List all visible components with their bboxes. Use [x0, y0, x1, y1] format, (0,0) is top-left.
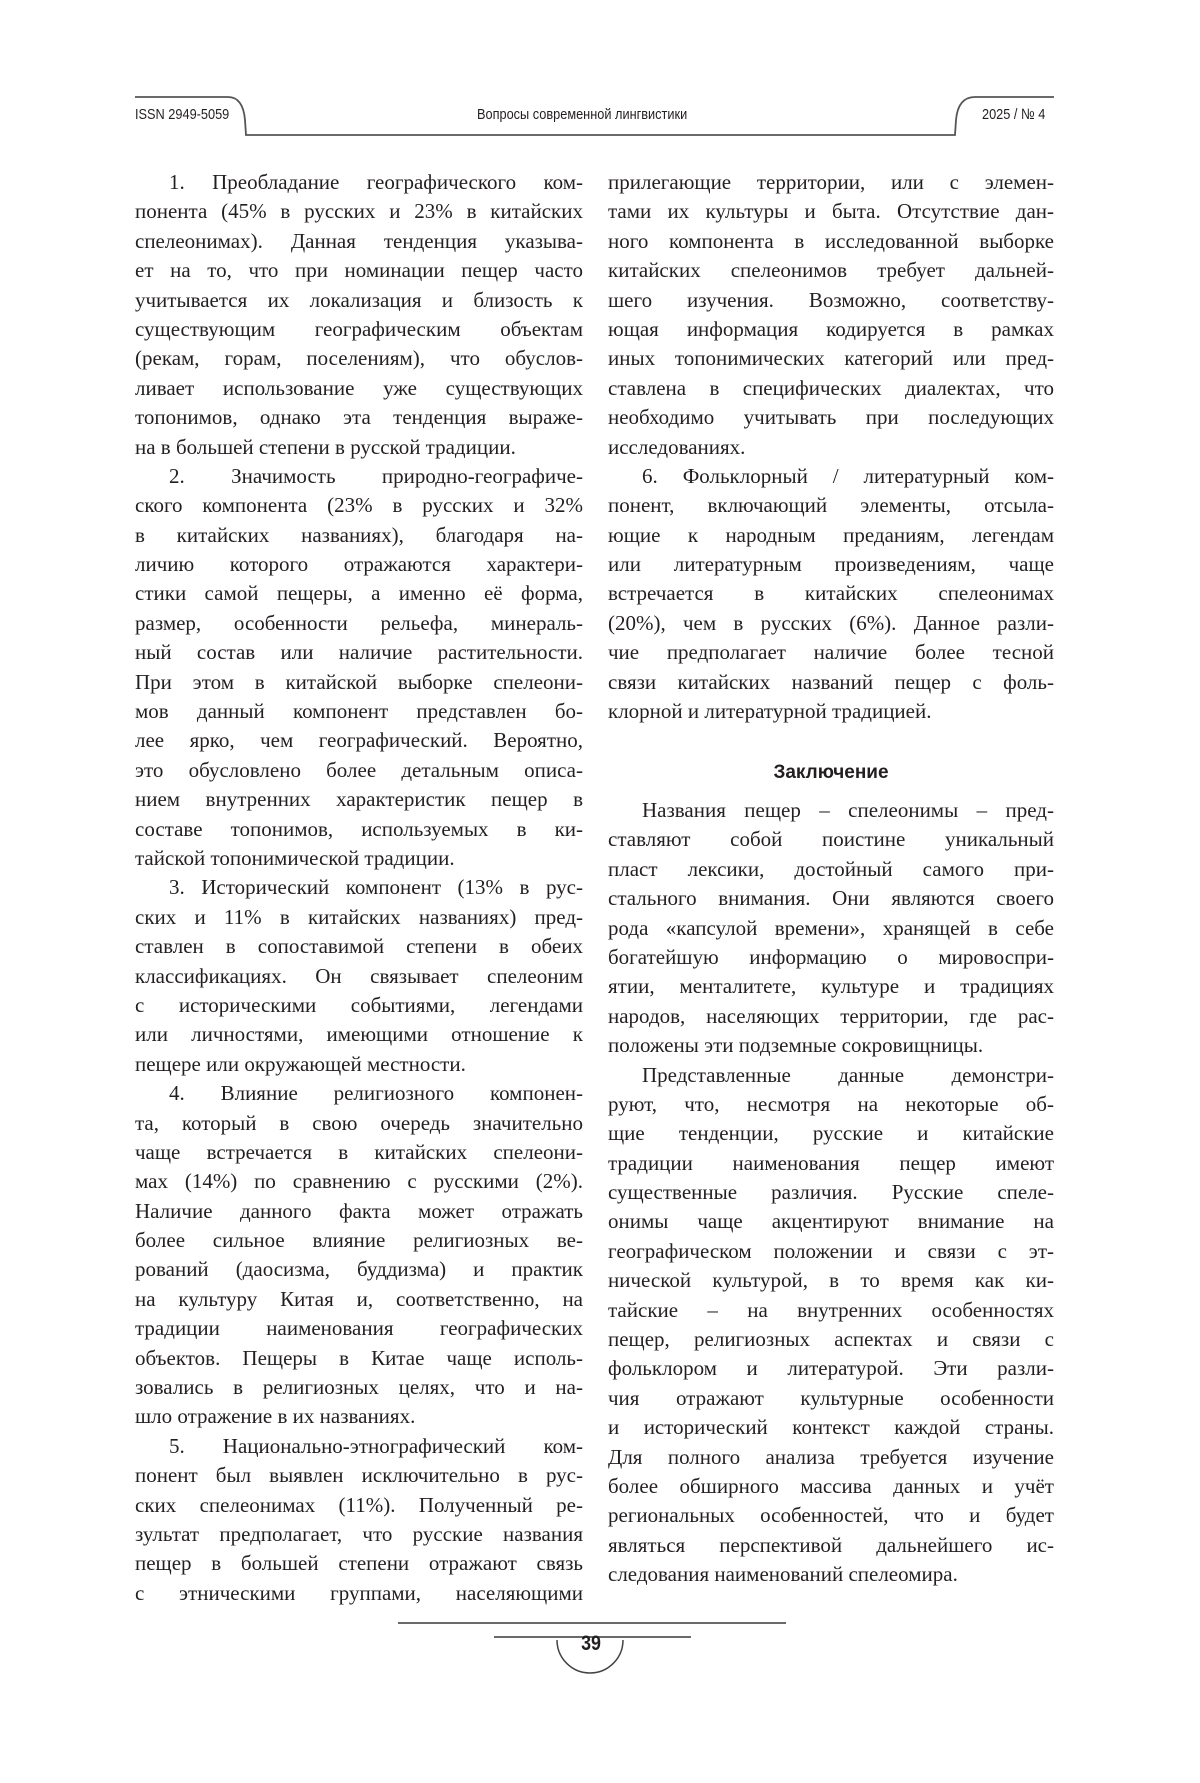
text-line: понента (45% в русских и 23% в китайских — [135, 197, 583, 226]
text-line: ставляют собой поистине уникальный — [608, 825, 1054, 854]
text-line: 2. Значимость природно-географиче- — [135, 462, 583, 491]
text-line: с этническими группами, населяющими — [135, 1579, 583, 1608]
text-line: тайские – на внутренних особенностях — [608, 1296, 1054, 1325]
text-line: более сильное влияние религиозных ве- — [135, 1226, 583, 1255]
text-line: ского компонента (23% в русских и 32% — [135, 491, 583, 520]
paragraph — [608, 1061, 1054, 1590]
text-line: необходимо учитывать при последующих — [608, 403, 1054, 432]
text-line: пещер в большей степени отражают связь — [135, 1549, 583, 1578]
text-line: пласт лексики, достойный самого при- — [608, 855, 1054, 884]
text-line: богатейшую информацию о мировоспри- — [608, 943, 1054, 972]
text-line: ставлен в сопоставимой степени в обеих — [135, 932, 583, 961]
text-line: или личностями, имеющими отношение к — [135, 1020, 583, 1049]
text-line: являться перспективой дальнейшего ис- — [608, 1531, 1054, 1560]
text-line: ющая информация кодируется в рамках — [608, 315, 1054, 344]
text-line: ет на то, что при номинации пещер часто — [135, 256, 583, 285]
text-line: ставлена в специфических диалектах, что — [608, 374, 1054, 403]
text-line: онимы чаще акцентируют внимание на — [608, 1207, 1054, 1236]
text-line: ливает использование уже существующих — [135, 374, 583, 403]
paragraph — [608, 168, 1054, 462]
text-line: чие предполагает наличие более тесной — [608, 638, 1054, 667]
journal-title: Вопросы современной лингвистики — [477, 106, 687, 123]
text-line: связи китайских названий пещер с фоль- — [608, 668, 1054, 697]
text-line: традиции наименования географических — [135, 1314, 583, 1343]
text-line: следования наименований спелеомира. — [608, 1560, 1054, 1589]
text-line: 1. Преобладание географического ком- — [135, 168, 583, 197]
text-line: топонимов, однако эта тенденция выраже- — [135, 403, 583, 432]
text-line: Представленные данные демонстри- — [608, 1061, 1054, 1090]
text-line: чия отражают культурные особенности — [608, 1384, 1054, 1413]
page-number: 39 — [574, 1632, 608, 1656]
text-line: тайской топонимической традиции. — [135, 844, 583, 873]
text-line: это обусловлено более детальным описа- — [135, 756, 583, 785]
paragraph — [135, 1432, 583, 1608]
text-line: ятии, менталитете, культуре и традициях — [608, 972, 1054, 1001]
text-line: та, который в свою очередь значительно — [135, 1109, 583, 1138]
left-column — [135, 168, 583, 1608]
text-line: региональных особенностей, что и будет — [608, 1501, 1054, 1530]
text-line: существующим географическим объектам — [135, 315, 583, 344]
text-line: размер, особенности рельефа, минераль- — [135, 609, 583, 638]
text-line: более обширного массива данных и учёт — [608, 1472, 1054, 1501]
paragraph — [608, 462, 1054, 727]
text-line: традиции наименования пещер имеют — [608, 1149, 1054, 1178]
text-line: ного компонента в исследованной выборке — [608, 227, 1054, 256]
text-line: спелеонимах). Данная тенденция указыва- — [135, 227, 583, 256]
text-line: зультат предполагает, что русские названия — [135, 1520, 583, 1549]
text-line: рода «капсулой времени», хранящей в себе — [608, 914, 1054, 943]
text-line: личию которого отражаются характери- — [135, 550, 583, 579]
text-line: руют, что, несмотря на некоторые об- — [608, 1090, 1054, 1119]
text-line: иных топонимических категорий или пред- — [608, 344, 1054, 373]
text-line: классификациях. Он связывает спелеоним — [135, 962, 583, 991]
text-line: ющие к народным преданиям, легендам — [608, 521, 1054, 550]
text-line: мов данный компонент представлен бо- — [135, 697, 583, 726]
text-line: пещере или окружающей местности. — [135, 1050, 583, 1079]
text-line: на культуру Китая и, соответственно, на — [135, 1285, 583, 1314]
text-line: китайских спелеонимов требует дальней- — [608, 256, 1054, 285]
text-line: объектов. Пещеры в Китае чаще исполь- — [135, 1344, 583, 1373]
text-line: географическом положении и связи с эт- — [608, 1237, 1054, 1266]
right-column — [608, 168, 1054, 726]
issn: ISSN 2949-5059 — [135, 106, 229, 123]
text-line: пещер, религиозных аспектах и связи с — [608, 1325, 1054, 1354]
text-line: народов, населяющих территории, где рас- — [608, 1002, 1054, 1031]
text-line: зовались в религиозных целях, что и на- — [135, 1373, 583, 1402]
paragraph — [135, 168, 583, 462]
text-line: При этом в китайской выборке спелеони- — [135, 668, 583, 697]
text-line: фольклором и литературой. Эти разли- — [608, 1354, 1054, 1383]
paragraph — [608, 796, 1054, 1061]
text-line: встречается в китайских спелеонимах — [608, 579, 1054, 608]
text-line: на в большей степени в русской традиции. — [135, 433, 583, 462]
text-line: стики самой пещеры, а именно её форма, — [135, 579, 583, 608]
text-line: составе топонимов, используемых в ки- — [135, 815, 583, 844]
text-line: и исторический контекст каждой страны. — [608, 1413, 1054, 1442]
text-line: клорной и литературной традицией. — [608, 697, 1054, 726]
text-line: существенные различия. Русские спеле- — [608, 1178, 1054, 1207]
section-heading-conclusion: Заключение — [608, 762, 1054, 784]
text-line: нической культурой, в то время как ки- — [608, 1266, 1054, 1295]
text-line: мах (14%) по сравнению с русскими (2%). — [135, 1167, 583, 1196]
text-line: 3. Исторический компонент (13% в рус- — [135, 873, 583, 902]
text-line: Названия пещер – спелеонимы – пред- — [608, 796, 1054, 825]
paragraph — [135, 873, 583, 1079]
text-line: или литературным произведениям, чаще — [608, 550, 1054, 579]
text-line: в китайских названиях), благодаря на- — [135, 521, 583, 550]
text-line: шло отражение в их названиях. — [135, 1402, 583, 1431]
text-line: рований (даосизма, буддизма) и практик — [135, 1255, 583, 1284]
text-line: лее ярко, чем географический. Вероятно, — [135, 726, 583, 755]
text-line: Для полного анализа требуется изучение — [608, 1443, 1054, 1472]
text-line: учитывается их локализация и близость к — [135, 286, 583, 315]
text-line: прилегающие территории, или с элемен- — [608, 168, 1054, 197]
text-line: 4. Влияние религиозного компонен- — [135, 1079, 583, 1108]
text-line: стального внимания. Они являются своего — [608, 884, 1054, 913]
text-line: нием внутренних характеристик пещер в — [135, 785, 583, 814]
issue-number: 2025 / № 4 — [982, 106, 1045, 123]
text-line: исследованиях. — [608, 433, 1054, 462]
text-line: ный состав или наличие растительности. — [135, 638, 583, 667]
text-line: чаще встречается в китайских спелеони- — [135, 1138, 583, 1167]
text-line: понент был выявлен исключительно в рус- — [135, 1461, 583, 1490]
text-line: ских спелеонимах (11%). Полученный ре- — [135, 1491, 583, 1520]
text-line: с историческими событиями, легендами — [135, 991, 583, 1020]
text-line: (20%), чем в русских (6%). Данное разли- — [608, 609, 1054, 638]
text-line: тами их культуры и быта. Отсутствие дан- — [608, 197, 1054, 226]
text-line: 6. Фольклорный / литературный ком- — [608, 462, 1054, 491]
text-line: Наличие данного факта может отражать — [135, 1197, 583, 1226]
text-line: щие тенденции, русские и китайские — [608, 1119, 1054, 1148]
text-line: (рекам, горам, поселениям), что обуслов- — [135, 344, 583, 373]
text-line: 5. Национально-этнографический ком- — [135, 1432, 583, 1461]
conclusion-body — [608, 796, 1054, 1590]
paragraph — [135, 462, 583, 873]
text-line: ских и 11% в китайских названиях) пред- — [135, 903, 583, 932]
text-line: понент, включающий элементы, отсыла- — [608, 491, 1054, 520]
paragraph — [135, 1079, 583, 1432]
text-line: шего изучения. Возможно, соответству- — [608, 286, 1054, 315]
text-line: положены эти подземные сокровищницы. — [608, 1031, 1054, 1060]
